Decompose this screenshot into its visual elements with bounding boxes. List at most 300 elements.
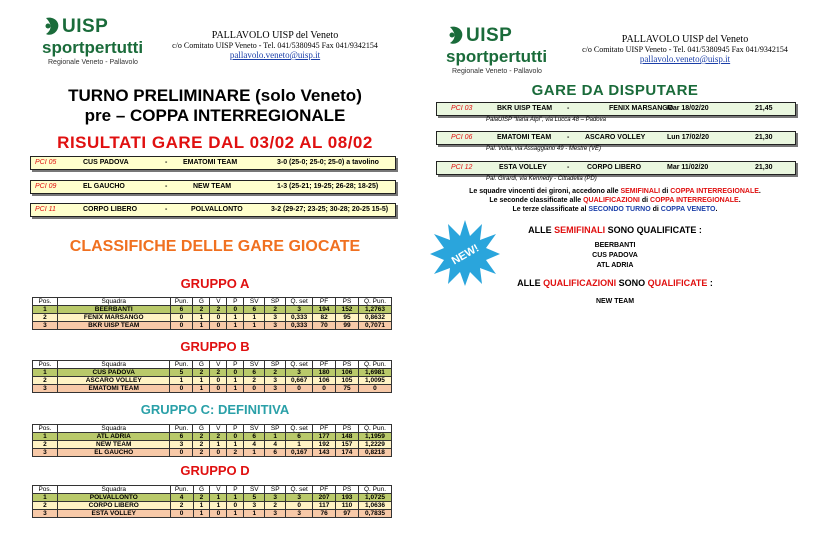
away-team: NEW TEAM	[193, 183, 232, 190]
header-org: PALLAVOLO UISP del Veneto	[211, 30, 339, 41]
table-cell: 3	[33, 385, 58, 393]
table-cell: 193	[336, 494, 359, 502]
home-team: BKR UISP TEAM	[497, 105, 553, 112]
header-org: PALLAVOLO UISP del Veneto	[621, 34, 749, 45]
table-cell: 0	[286, 385, 313, 393]
column-header: Pun.	[170, 486, 193, 494]
table-cell: 6	[244, 306, 265, 314]
logo-region: Regionale Veneto - Pallavolo	[452, 68, 542, 75]
note-text: .	[758, 188, 761, 195]
home-team: CORPO LIBERO	[83, 206, 138, 213]
team-cell: FENIX MARSANGO	[57, 314, 170, 322]
match-code: PCI 06	[451, 134, 473, 141]
team-cell: ASCARO VOLLEY	[57, 377, 170, 385]
table-cell: 1	[210, 441, 227, 449]
column-header: G	[193, 361, 210, 369]
table-cell: 1	[33, 369, 58, 377]
table-cell: 3	[286, 510, 313, 518]
result-row	[30, 156, 396, 170]
qual-text: :	[707, 278, 713, 288]
table-cell: 0	[170, 385, 193, 393]
table-cell: 1	[210, 494, 227, 502]
column-header: Q. Pun.	[358, 486, 391, 494]
table-cell: 1	[286, 441, 313, 449]
game-time: 21,30	[755, 134, 773, 141]
table-cell: 0	[227, 502, 244, 510]
group-c-table	[32, 424, 392, 457]
table-cell: 6	[170, 433, 193, 441]
column-header: Q. Pun.	[358, 425, 391, 433]
table-cell: 3	[33, 322, 58, 330]
table-row	[33, 441, 392, 449]
table-cell: 174	[336, 449, 359, 457]
column-header: Pos.	[33, 425, 58, 433]
column-header: G	[193, 425, 210, 433]
table-row	[33, 322, 392, 330]
column-header: Pun.	[170, 425, 193, 433]
match-code: PCI 09	[35, 183, 57, 190]
column-header: SV	[244, 486, 265, 494]
column-header: Pos.	[33, 361, 58, 369]
table-cell: 2	[193, 441, 210, 449]
table-cell: 82	[313, 314, 336, 322]
column-header: PF	[313, 361, 336, 369]
column-header: G	[193, 298, 210, 306]
column-header: SV	[244, 361, 265, 369]
table-cell: 106	[336, 369, 359, 377]
group-c-title: GRUPPO C: DEFINITIVA	[140, 402, 290, 417]
column-header: SV	[244, 298, 265, 306]
title-turno: TURNO PRELIMINARE (solo Veneto)	[68, 86, 362, 105]
table-cell: 1	[244, 322, 265, 330]
table-cell: 3	[170, 441, 193, 449]
game-venue: Pal. Volta, via Assaggiano 49 - Mestre (VE)	[486, 146, 601, 152]
result-row	[30, 203, 396, 217]
table-cell: 2	[210, 433, 227, 441]
table-cell: 0	[313, 385, 336, 393]
column-header: P	[227, 361, 244, 369]
note-highlight: COPPA VENETO	[660, 206, 716, 213]
column-header: Q. Pun.	[358, 298, 391, 306]
column-header: Squadra	[57, 425, 170, 433]
result-row	[30, 180, 396, 194]
column-header: V	[210, 425, 227, 433]
table-cell: 148	[336, 433, 359, 441]
table-cell: 3	[265, 385, 286, 393]
table-cell: 2	[227, 449, 244, 457]
table-cell: 1,0636	[358, 502, 391, 510]
note-text: di	[660, 188, 671, 195]
table-cell: 6	[170, 306, 193, 314]
table-cell: 157	[336, 441, 359, 449]
note-text: di	[639, 197, 651, 204]
group-d-table	[32, 485, 392, 518]
column-header: SP	[265, 298, 286, 306]
table-cell: 0	[170, 314, 193, 322]
table-cell: 99	[336, 322, 359, 330]
table-cell: 1	[193, 322, 210, 330]
home-team: ESTA VOLLEY	[499, 164, 547, 171]
column-header: P	[227, 298, 244, 306]
uisp-logo-left	[42, 16, 162, 68]
table-cell: 4	[170, 494, 193, 502]
table-header-row	[33, 361, 392, 369]
note-highlight: COPPA INTERREGIONALE	[650, 197, 739, 204]
table-cell: 0	[227, 369, 244, 377]
column-header: Q. set	[286, 298, 313, 306]
table-cell: 0	[227, 433, 244, 441]
table-cell: 6	[244, 369, 265, 377]
logo-brand: UISP	[466, 25, 513, 46]
team-cell: BKR UISP TEAM	[57, 322, 170, 330]
table-cell: 5	[244, 494, 265, 502]
table-row	[33, 433, 392, 441]
note-semifinals	[430, 187, 800, 196]
uisp-emblem-icon	[446, 25, 466, 47]
table-cell: 1	[193, 377, 210, 385]
logo-slogan: sportpertutti	[42, 38, 144, 57]
away-team: POLVALLONTO	[191, 206, 243, 213]
table-cell: 1,2763	[358, 306, 391, 314]
table-cell: 0,167	[286, 449, 313, 457]
table-cell: 1	[244, 510, 265, 518]
note-text: Le squadre vincenti dei gironi, accedono alle	[469, 188, 621, 195]
note-text: Le terze classificate al	[512, 206, 589, 213]
note-text: .	[738, 197, 741, 204]
home-team: EL GAUCHO	[83, 183, 125, 190]
logo-region: Regionale Veneto - Pallavolo	[48, 59, 138, 66]
table-cell: 194	[313, 306, 336, 314]
column-header: SV	[244, 425, 265, 433]
table-cell: 2	[33, 377, 58, 385]
table-cell: 95	[336, 314, 359, 322]
table-cell: 177	[313, 433, 336, 441]
qual-team: NEW TEAM	[595, 298, 635, 305]
table-cell: 1	[227, 385, 244, 393]
table-cell: 1	[210, 502, 227, 510]
qualifications-heading	[430, 278, 800, 288]
table-cell: 2	[210, 306, 227, 314]
table-cell: 4	[244, 441, 265, 449]
table-cell: 0	[210, 322, 227, 330]
table-cell: 180	[313, 369, 336, 377]
separator: -	[165, 206, 168, 213]
table-cell: 0	[210, 449, 227, 457]
table-cell: 2	[244, 377, 265, 385]
table-cell: 110	[336, 502, 359, 510]
uisp-emblem-icon	[42, 16, 62, 38]
table-cell: 0	[210, 385, 227, 393]
column-header: Squadra	[57, 361, 170, 369]
upcoming-game-row	[436, 161, 796, 175]
results-title: RISULTATI GARE DAL 03/02 AL 08/02	[57, 133, 373, 152]
team-cell: CUS PADOVA	[57, 369, 170, 377]
table-cell: 0	[210, 510, 227, 518]
score: 3-0 (25-0; 25-0; 25-0) a tavolino	[277, 159, 379, 166]
table-cell: 1	[170, 377, 193, 385]
table-cell: 1	[227, 494, 244, 502]
table-cell: 152	[336, 306, 359, 314]
logo-slogan: sportpertutti	[446, 47, 548, 66]
semi-text: ALLE	[528, 225, 555, 235]
table-cell: 0	[210, 314, 227, 322]
note-text: di	[650, 206, 661, 213]
title-coppa: pre – COPPA INTERREGIONALE	[84, 106, 346, 125]
table-row	[33, 314, 392, 322]
table-cell: 2	[33, 314, 58, 322]
home-team: CUS PADOVA	[83, 159, 129, 166]
table-cell: 3	[244, 502, 265, 510]
uisp-logo-right	[446, 25, 566, 77]
table-cell: 3	[265, 510, 286, 518]
note-highlight: SEMIFINALI	[620, 188, 661, 195]
table-cell: 1,0095	[358, 377, 391, 385]
table-cell: 2	[193, 306, 210, 314]
table-cell: 3	[286, 306, 313, 314]
table-cell: 1	[193, 314, 210, 322]
column-header: P	[227, 486, 244, 494]
column-header: P	[227, 425, 244, 433]
semi-text: SONO QUALIFICATE :	[605, 225, 702, 235]
table-header-row	[33, 425, 392, 433]
column-header: Squadra	[57, 486, 170, 494]
qual-text: SONO	[616, 278, 648, 288]
match-code: PCI 05	[35, 159, 57, 166]
column-header: Q. set	[286, 361, 313, 369]
table-cell: 3	[265, 322, 286, 330]
group-a-title: GRUPPO A	[180, 276, 250, 291]
column-header: PF	[313, 486, 336, 494]
table-cell: 0,667	[286, 377, 313, 385]
semi-highlight: SEMIFINALI	[554, 225, 606, 235]
column-header: Pun.	[170, 298, 193, 306]
table-cell: 2	[265, 502, 286, 510]
column-header: Squadra	[57, 298, 170, 306]
table-header-row	[33, 486, 392, 494]
column-header: Pos.	[33, 298, 58, 306]
table-cell: 1	[227, 314, 244, 322]
table-cell: 2	[33, 502, 58, 510]
team-cell: ESTA VOLLEY	[57, 510, 170, 518]
column-header: PS	[336, 361, 359, 369]
group-b-table	[32, 360, 392, 393]
table-row	[33, 369, 392, 377]
away-team: CORPO LIBERO	[587, 164, 642, 171]
table-cell: 207	[313, 494, 336, 502]
score: 1-3 (25-21; 19-25; 26-28; 18-25)	[277, 183, 379, 190]
standings-title: CLASSIFICHE DELLE GARE GIOCATE	[69, 238, 361, 255]
game-venue: Pal. Girardi, via Kennedy - Cittadella (PD)	[486, 176, 597, 182]
table-cell: 3	[265, 494, 286, 502]
team-cell: CORPO LIBERO	[57, 502, 170, 510]
table-cell: 75	[336, 385, 359, 393]
header-left	[150, 30, 400, 60]
home-team: EMATOMI TEAM	[497, 134, 552, 141]
table-row	[33, 449, 392, 457]
table-cell: 0,7835	[358, 510, 391, 518]
column-header: PS	[336, 486, 359, 494]
match-code: PCI 12	[451, 164, 473, 171]
semifinals-heading	[430, 225, 800, 235]
table-cell: 1	[193, 510, 210, 518]
table-cell: 1	[244, 314, 265, 322]
game-date: Lun 17/02/20	[667, 134, 710, 141]
semi-team: ATL ADRIA	[596, 262, 634, 269]
away-team: ASCARO VOLLEY	[585, 134, 646, 141]
column-header: G	[193, 486, 210, 494]
table-cell: 3	[286, 494, 313, 502]
table-cell: 5	[170, 369, 193, 377]
table-cell: 0,8632	[358, 314, 391, 322]
upcoming-game-row	[436, 131, 796, 145]
qual-highlight: QUALIFICAZIONI	[543, 278, 617, 288]
table-cell: 1,1959	[358, 433, 391, 441]
group-b-title: GRUPPO B	[180, 339, 250, 354]
column-header: Q. Pun.	[358, 361, 391, 369]
table-row	[33, 494, 392, 502]
separator: -	[567, 134, 570, 141]
upcoming-game-row	[436, 102, 796, 116]
table-cell: 97	[336, 510, 359, 518]
table-cell: 1	[33, 494, 58, 502]
logo-brand: UISP	[62, 16, 109, 37]
match-code: PCI 11	[35, 206, 56, 213]
table-cell: 192	[313, 441, 336, 449]
table-cell: 76	[313, 510, 336, 518]
table-cell: 2	[170, 502, 193, 510]
table-cell: 0	[170, 322, 193, 330]
table-cell: 1,0725	[358, 494, 391, 502]
table-cell: 0	[210, 377, 227, 385]
table-cell: 1	[193, 385, 210, 393]
separator: -	[567, 164, 570, 171]
note-second-round	[430, 205, 800, 214]
semi-team: CUS PADOVA	[592, 252, 638, 259]
separator: -	[567, 105, 570, 112]
table-cell: 0	[244, 385, 265, 393]
table-cell: 3	[265, 314, 286, 322]
column-header: V	[210, 361, 227, 369]
note-highlight: SECONDO TURNO	[588, 206, 651, 213]
note-highlight: QUALIFICAZIONI	[583, 197, 640, 204]
table-cell: 1	[227, 510, 244, 518]
table-cell: 1	[244, 449, 265, 457]
team-cell: BEERBANTI	[57, 306, 170, 314]
table-cell: 2	[265, 369, 286, 377]
team-cell: POLVALLONTO	[57, 494, 170, 502]
group-a-table	[32, 297, 392, 330]
column-header: SP	[265, 425, 286, 433]
table-header-row	[33, 298, 392, 306]
game-venue: PalaUISP “Ilaria Alpi”, via Lucca 48 – Padova	[486, 117, 606, 123]
table-cell: 1,2229	[358, 441, 391, 449]
game-date: Mar 18/02/20	[667, 105, 709, 112]
column-header: PF	[313, 298, 336, 306]
game-date: Mar 11/02/20	[667, 164, 709, 171]
table-cell: 1	[227, 441, 244, 449]
semi-team: BEERBANTI	[594, 242, 636, 249]
header-right	[560, 34, 810, 64]
game-time: 21,45	[755, 105, 773, 112]
table-cell: 1	[193, 502, 210, 510]
table-row	[33, 510, 392, 518]
column-header: PS	[336, 425, 359, 433]
column-header: Q. set	[286, 486, 313, 494]
table-cell: 1,6981	[358, 369, 391, 377]
column-header: PS	[336, 298, 359, 306]
table-cell: 2	[193, 449, 210, 457]
table-cell: 1	[227, 322, 244, 330]
table-cell: 3	[265, 377, 286, 385]
separator: -	[165, 183, 168, 190]
table-cell: 0,333	[286, 322, 313, 330]
table-cell: 1	[33, 306, 58, 314]
team-cell: EMATOMI TEAM	[57, 385, 170, 393]
table-cell: 1	[265, 433, 286, 441]
header-address: c/o Comitato UISP Veneto - Tel. 041/5380945 Fax 041/9342154	[582, 45, 788, 54]
table-cell: 0	[286, 502, 313, 510]
qual-highlight: QUALIFICATE	[647, 278, 708, 288]
column-header: V	[210, 486, 227, 494]
header-email[interactable]: pallavolo.veneto@uisp.it	[229, 50, 321, 60]
new-badge-text: NEW!	[449, 242, 482, 268]
column-header: PF	[313, 425, 336, 433]
table-cell: 1	[33, 433, 58, 441]
table-cell: 3	[33, 510, 58, 518]
team-cell: ATL ADRIA	[57, 433, 170, 441]
away-team: EMATOMI TEAM	[183, 159, 238, 166]
table-cell: 6	[265, 449, 286, 457]
qualification-notes	[430, 187, 800, 214]
table-cell: 6	[244, 433, 265, 441]
table-cell: 70	[313, 322, 336, 330]
match-code: PCI 03	[451, 105, 473, 112]
table-cell: 0	[170, 449, 193, 457]
table-cell: 4	[265, 441, 286, 449]
team-cell: EL GAUCHO	[57, 449, 170, 457]
table-cell: 1	[227, 377, 244, 385]
table-cell: 3	[33, 449, 58, 457]
table-cell: 106	[313, 377, 336, 385]
header-address: c/o Comitato UISP Veneto - Tel. 041/5380945 Fax 041/9342154	[172, 41, 378, 50]
table-cell: 6	[286, 433, 313, 441]
column-header: Pos.	[33, 486, 58, 494]
column-header: SP	[265, 361, 286, 369]
column-header: Pun.	[170, 361, 193, 369]
table-cell: 2	[193, 369, 210, 377]
table-cell: 0,7071	[358, 322, 391, 330]
upcoming-title: GARE DA DISPUTARE	[531, 82, 699, 99]
table-cell: 2	[33, 441, 58, 449]
table-cell: 0	[358, 385, 391, 393]
note-qualifications	[430, 196, 800, 205]
team-cell: NEW TEAM	[57, 441, 170, 449]
separator: -	[165, 159, 168, 166]
table-cell: 2	[265, 306, 286, 314]
game-time: 21,30	[755, 164, 773, 171]
table-row	[33, 502, 392, 510]
table-cell: 0	[227, 306, 244, 314]
header-email[interactable]: pallavolo.veneto@uisp.it	[639, 54, 731, 64]
table-cell: 2	[193, 433, 210, 441]
table-cell: 0	[170, 510, 193, 518]
note-highlight: COPPA INTERREGIONALE	[670, 188, 759, 195]
note-text: Le seconde classificate alle	[489, 197, 584, 204]
table-cell: 117	[313, 502, 336, 510]
table-row	[33, 385, 392, 393]
away-team: FENIX MARSANGO	[609, 105, 674, 112]
column-header: SP	[265, 486, 286, 494]
